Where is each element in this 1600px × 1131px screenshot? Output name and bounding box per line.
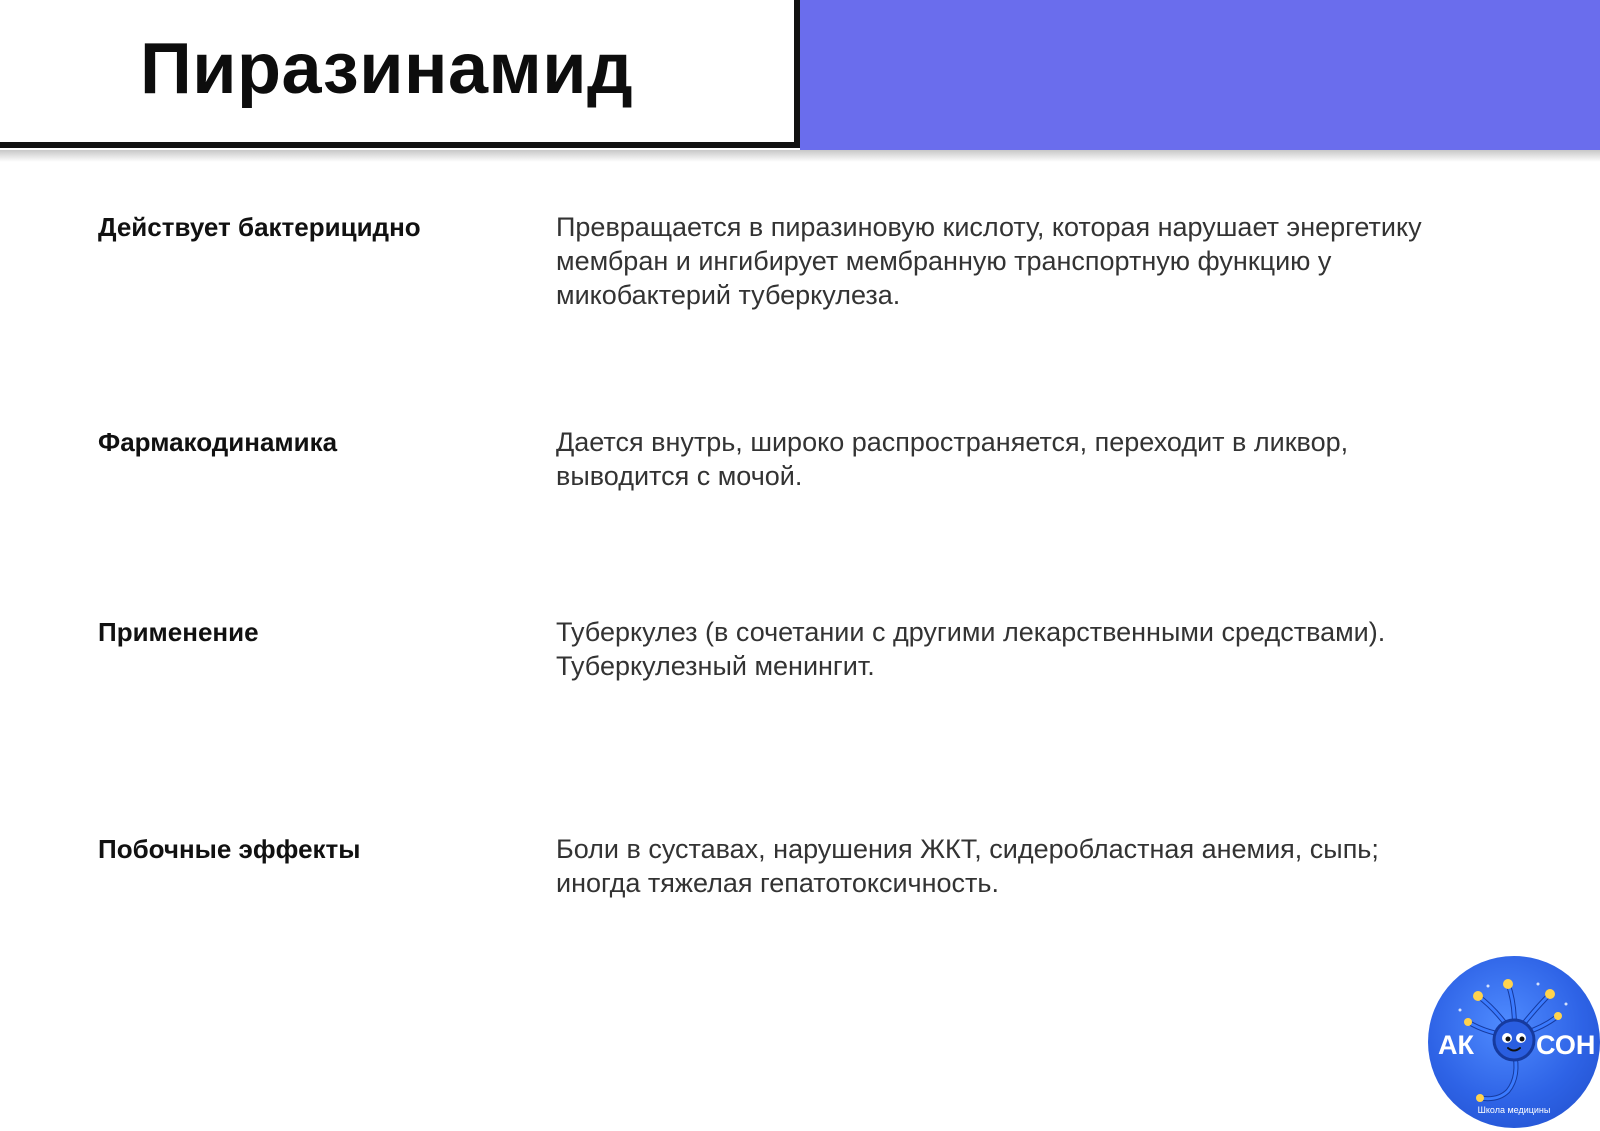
term-label: Побочные эффекты <box>98 834 361 864</box>
school-logo <box>1428 956 1600 1128</box>
logo-text-right: СОН <box>1536 1030 1596 1060</box>
term-label: Действует бактерицидно <box>98 212 421 242</box>
term-label: Применение <box>98 617 259 647</box>
logo-subtitle: Школа медицины <box>1477 1105 1551 1115</box>
term-description: Туберкулез (в сочетании с другими лекарственными средствами). Туберкулезный менингит. <box>556 617 1386 681</box>
header-accent-bar <box>800 0 1600 150</box>
header-shadow <box>0 150 1600 162</box>
term-description: Превращается в пиразиновую кислоту, которая нарушает энергетику мембран и ингибирует мембранную транспортную функцию у микобактерий туберкулеза. <box>556 212 1422 310</box>
page-title: Пиразинамид <box>140 29 634 109</box>
logo-text-left: АК <box>1438 1030 1474 1060</box>
term-label: Фармакодинамика <box>98 427 338 457</box>
term-description: Боли в суставах, нарушения ЖКТ, сидеробластная анемия, сыпь; иногда тяжелая гепатотоксичность. <box>556 834 1379 898</box>
term-description: Дается внутрь, широко распространяется, переходит в ликвор, выводится с мочой. <box>556 427 1349 491</box>
